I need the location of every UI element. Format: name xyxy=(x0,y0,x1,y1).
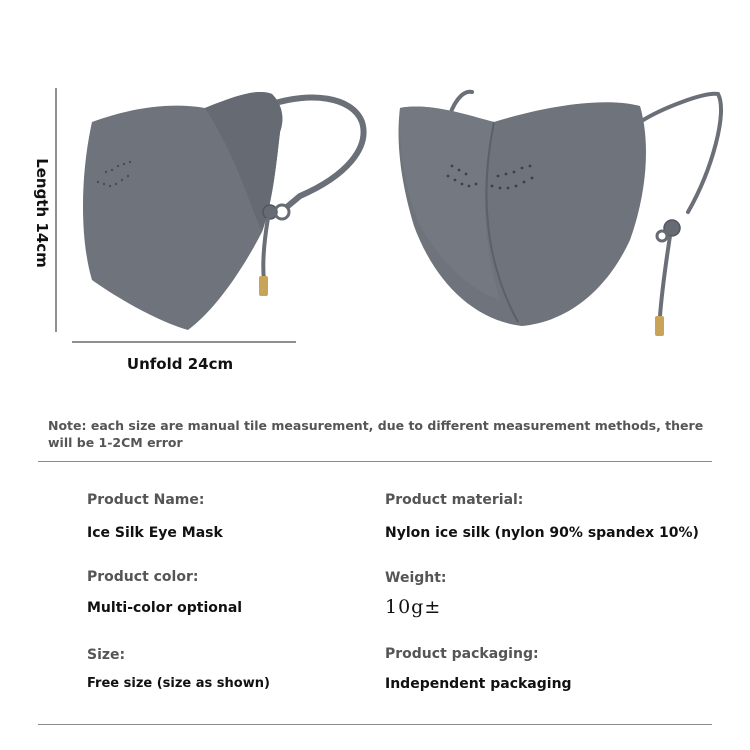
length-label-wrap xyxy=(12,148,72,278)
product-name-value: Ice Silk Eye Mask xyxy=(87,525,223,541)
cord-right xyxy=(660,236,670,316)
measurement-note: Note: each size are manual tile measurement, due to different measurement methods, there will be 1-2CM error xyxy=(48,418,704,450)
product-material-label: Product material: xyxy=(385,492,524,508)
weight-label: Weight: xyxy=(385,570,447,586)
divider-bottom xyxy=(38,724,712,725)
aglet-right xyxy=(655,316,664,336)
divider-top xyxy=(38,461,712,462)
size-label: Size: xyxy=(87,647,126,663)
size-value: Free size (size as shown) xyxy=(87,676,270,691)
product-material-value: Nylon ice silk (nylon 90% spandex 10%) xyxy=(385,525,699,541)
aglet-left xyxy=(259,276,268,296)
unfold-label: Unfold 24cm xyxy=(126,355,234,373)
ear-loop-right-b xyxy=(640,94,721,212)
mask-front-view xyxy=(399,92,721,336)
product-color-value: Multi-color optional xyxy=(87,600,243,616)
toggle-loop-right xyxy=(657,231,667,241)
product-packaging-value: Independent packaging xyxy=(385,676,572,692)
product-color-label: Product color: xyxy=(87,569,199,585)
weight-value: 10g± xyxy=(385,596,442,618)
mask-side-view xyxy=(83,92,364,330)
ear-loop-left xyxy=(272,98,364,206)
product-name-label: Product Name: xyxy=(87,492,205,508)
cord-left xyxy=(263,218,268,280)
length-label: Length 14cm xyxy=(33,158,51,268)
product-packaging-label: Product packaging: xyxy=(385,646,539,662)
